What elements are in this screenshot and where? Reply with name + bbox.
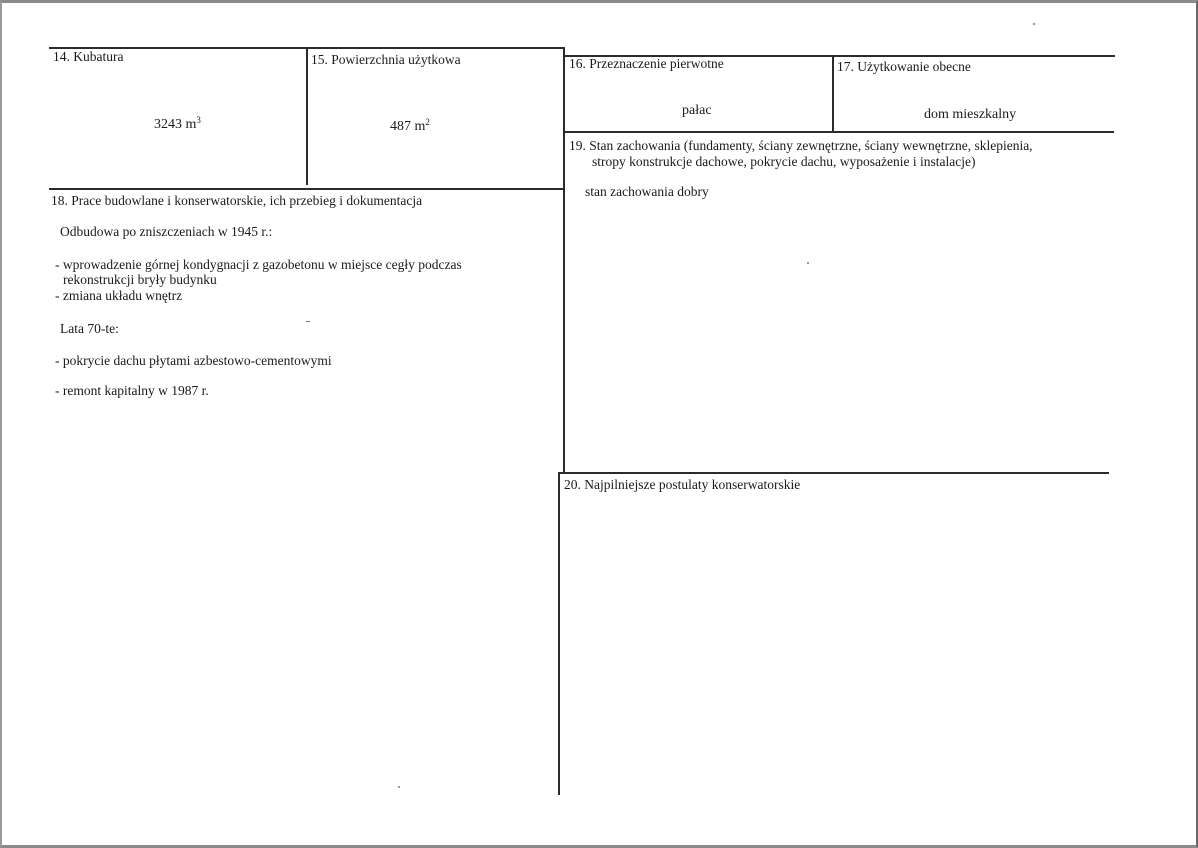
rule-above-19 xyxy=(565,131,1114,133)
field-20-label: 20. Najpilniejsze postulaty konserwatorskie xyxy=(564,477,801,492)
field-14-label: 14. Kubatura xyxy=(53,49,124,64)
field-18-line: - zmiana układu wnętrz xyxy=(55,288,183,303)
field-15-label: 15. Powierzchnia użytkowa xyxy=(311,52,461,67)
field-18-line: - wprowadzenie górnej kondygnacji z gazobetonu w miejsce cegły podczas xyxy=(55,257,462,272)
field-18-line: rekonstrukcji bryły budynku xyxy=(63,272,217,287)
divider-14-15 xyxy=(306,48,308,185)
field-14-value-text: 3243 m xyxy=(154,117,197,132)
field-15-unit-exponent: 2 xyxy=(425,117,430,127)
field-19-value: stan zachowania dobry xyxy=(585,184,709,199)
field-14-unit-exponent: 3 xyxy=(196,115,201,125)
center-divider-lower xyxy=(558,472,560,795)
divider-16-17 xyxy=(832,55,834,131)
field-15-value xyxy=(390,115,430,134)
scan-speck xyxy=(398,786,400,788)
field-17-label: 17. Użytkowanie obecne xyxy=(837,59,971,74)
field-18-line: - remont kapitalny w 1987 r. xyxy=(55,383,209,398)
rule-above-18 xyxy=(49,188,563,190)
field-16-value: pałac xyxy=(682,103,712,118)
scan-speck xyxy=(306,321,310,322)
field-18-line: Odbudowa po zniszczeniach w 1945 r.: xyxy=(60,224,273,239)
field-18-label: 18. Prace budowlane i konserwatorskie, ich przebieg i dokumentacja xyxy=(51,193,423,208)
field-15-value-text: 487 m xyxy=(390,119,426,134)
field-14-value xyxy=(154,113,201,132)
field-18-line: - pokrycie dachu płytami azbestowo-cementowymi xyxy=(55,353,332,368)
scan-speck xyxy=(807,262,809,264)
scan-speck xyxy=(1033,23,1035,25)
rule-above-20 xyxy=(559,472,1109,474)
center-divider xyxy=(563,48,565,472)
field-17-value: dom mieszkalny xyxy=(924,107,1017,122)
field-19-label-line1: 19. Stan zachowania (fundamenty, ściany zewnętrzne, ściany wewnętrzne, sklepienia, xyxy=(569,138,1033,153)
field-18-line: Lata 70-te: xyxy=(60,321,119,336)
field-16-label: 16. Przeznaczenie pierwotne xyxy=(569,56,724,71)
field-19-label-line2: stropy konstrukcje dachowe, pokrycie dachu, wyposażenie i instalacje) xyxy=(592,154,976,169)
